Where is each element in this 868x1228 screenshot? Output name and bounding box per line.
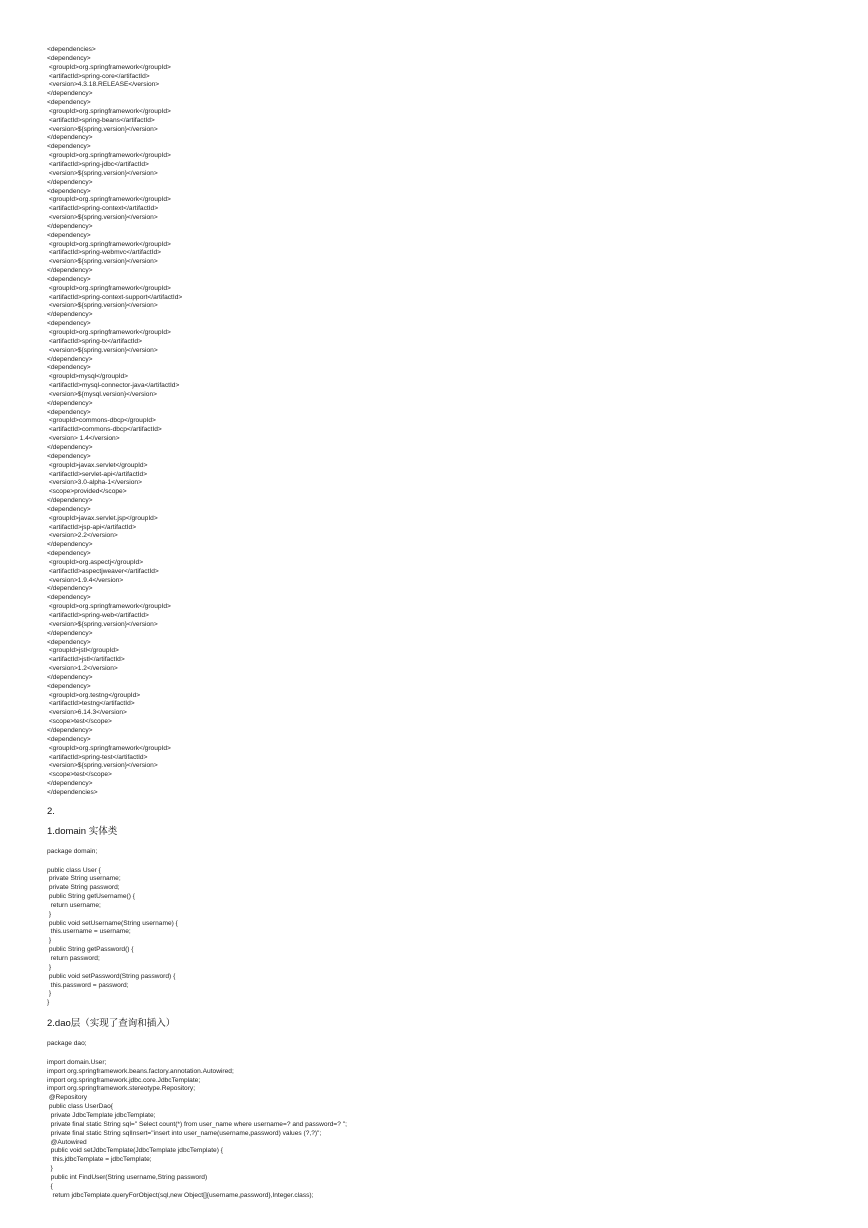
code-line: <groupId>commons-dbcp</groupId> bbox=[47, 417, 156, 425]
code-line: </dependency> bbox=[47, 90, 93, 98]
code-line: <artifactId>spring-web</artifactId> bbox=[47, 612, 149, 619]
code-line: <scope>test</scope> bbox=[47, 718, 112, 726]
code-line: <artifactId>mysql-connector-java</artifactId> bbox=[47, 382, 180, 390]
code-line: </dependency> bbox=[47, 355, 93, 363]
code-line: return username; bbox=[47, 901, 101, 909]
code-line: <dependency> bbox=[47, 231, 91, 239]
code-line: <version>2.2</version> bbox=[47, 532, 118, 540]
code-line: <artifactId>spring-test</artifactId> bbox=[47, 753, 148, 761]
pom-dependencies-code bbox=[47, 46, 827, 798]
code-line: </dependency> bbox=[47, 134, 93, 142]
code-line: </dependency> bbox=[47, 222, 93, 230]
dao-package-line: package dao; bbox=[47, 1040, 87, 1048]
code-line: </dependency> bbox=[47, 497, 93, 505]
section-number: 2. bbox=[47, 805, 55, 817]
code-line: public void setJdbcTemplate(JdbcTemplate jdbcTemplate) { bbox=[47, 1147, 223, 1155]
code-line: <version>${spring.version}</version> bbox=[47, 169, 158, 177]
code-line: } bbox=[47, 990, 52, 998]
code-line: <version>${spring.version}</version> bbox=[47, 346, 158, 354]
code-line: <groupId>org.springframework</groupId> bbox=[47, 284, 171, 292]
code-line: </dependency> bbox=[47, 443, 93, 451]
code-line: this.password = password; bbox=[47, 981, 129, 989]
code-line: <groupId>org.springframework</groupId> bbox=[47, 603, 171, 611]
code-line: <version>${spring.version}</version> bbox=[47, 302, 158, 310]
code-line: <dependency> bbox=[47, 54, 91, 62]
code-line: <version>${mysql.version}</version> bbox=[47, 390, 157, 398]
dao-heading: 2.dao层（实现了查询和插入） bbox=[47, 1018, 176, 1030]
code-line: private String username; bbox=[47, 875, 121, 883]
code-line: import org.springframework.jdbc.core.JdbcTemplate; bbox=[47, 1076, 201, 1084]
code-line: <dependency> bbox=[47, 452, 91, 460]
code-line: <version>${spring.version}</version> bbox=[47, 214, 158, 222]
code-line: } bbox=[47, 999, 50, 1007]
code-line: <artifactId>spring-beans</artifactId> bbox=[47, 116, 155, 124]
code-line: <groupId>org.springframework</groupId> bbox=[47, 329, 171, 336]
code-line: this.username = username; bbox=[47, 928, 131, 936]
code-line: <dependency> bbox=[47, 638, 91, 646]
code-line: <dependency> bbox=[47, 187, 91, 195]
code-line: <artifactId>jstl</artifactId> bbox=[47, 656, 125, 664]
code-line: return password; bbox=[47, 955, 100, 962]
code-line: <version>1.9.4</version> bbox=[47, 576, 124, 584]
code-line: <artifactId>spring-jdbc</artifactId> bbox=[47, 160, 149, 168]
code-line: <dependency> bbox=[47, 364, 91, 372]
code-line: <dependency> bbox=[47, 505, 91, 513]
code-line: private String password; bbox=[47, 884, 120, 892]
code-line: <artifactId>spring-context-support</artifactId> bbox=[47, 293, 183, 301]
code-line: public String getUsername() { bbox=[47, 893, 135, 901]
domain-heading: 1.domain 实体类 bbox=[47, 825, 118, 837]
code-line: <artifactId>testng</artifactId> bbox=[47, 700, 135, 708]
code-line: <dependency> bbox=[47, 408, 91, 416]
code-line: import org.springframework.beans.factory.annotation.Autowired; bbox=[47, 1067, 234, 1075]
code-line: <artifactId>spring-core</artifactId> bbox=[47, 72, 150, 80]
code-line: <dependency> bbox=[47, 275, 91, 283]
code-line: <version> 1.4</version> bbox=[47, 435, 120, 443]
document-page bbox=[47, 46, 827, 1200]
code-line: <artifactId>spring-tx</artifactId> bbox=[47, 337, 142, 345]
code-line: <groupId>org.springframework</groupId> bbox=[47, 744, 171, 752]
code-line: </dependency> bbox=[47, 311, 93, 319]
code-line: <artifactId>jsp-api</artifactId> bbox=[47, 523, 137, 531]
code-line: <version>3.0-alpha-1</version> bbox=[47, 479, 142, 487]
code-line: </dependencies> bbox=[47, 788, 98, 796]
code-line: <version>${spring.version}</version> bbox=[47, 620, 158, 628]
domain-class-code bbox=[47, 867, 827, 1009]
code-line: @Autowired bbox=[47, 1138, 87, 1146]
code-line: </dependency> bbox=[47, 585, 93, 593]
code-line: <groupId>jstl</groupId> bbox=[47, 647, 119, 655]
code-line: <groupId>mysql</groupId> bbox=[47, 373, 129, 381]
code-line: { bbox=[47, 1182, 53, 1190]
code-line: <version>${spring.version}</version> bbox=[47, 762, 158, 770]
code-line: } bbox=[47, 963, 52, 971]
code-line: <groupId>org.springframework</groupId> bbox=[47, 63, 171, 71]
code-line: private JdbcTemplate jdbcTemplate; bbox=[47, 1111, 156, 1119]
code-line: </dependency> bbox=[47, 673, 93, 681]
code-line: <scope>provided</scope> bbox=[47, 488, 127, 496]
code-line: <version>4.3.18.RELEASE</version> bbox=[47, 81, 160, 89]
code-line: <scope>test</scope> bbox=[47, 771, 112, 779]
code-line: <dependencies> bbox=[47, 46, 96, 53]
code-line: @Repository bbox=[47, 1094, 88, 1102]
code-line: <groupId>org.springframework</groupId> bbox=[47, 107, 171, 115]
code-line: <version>6.14.3</version> bbox=[47, 709, 127, 717]
code-line: <dependency> bbox=[47, 682, 91, 690]
code-line: <dependency> bbox=[47, 550, 91, 558]
code-line: </dependency> bbox=[47, 541, 93, 549]
code-line: <artifactId>spring-context</artifactId> bbox=[47, 205, 159, 213]
code-line: } bbox=[47, 1165, 53, 1173]
code-line: <version>1.2</version> bbox=[47, 665, 118, 673]
code-line: <groupId>org.aspectj</groupId> bbox=[47, 558, 144, 566]
dao-class-code bbox=[47, 1059, 827, 1201]
code-line: </dependency> bbox=[47, 267, 93, 275]
code-line: public class UserDao{ bbox=[47, 1103, 113, 1111]
code-line: public String getPassword() { bbox=[47, 946, 134, 954]
code-line: <groupId>org.testng</groupId> bbox=[47, 691, 141, 699]
code-line: <groupId>org.springframework</groupId> bbox=[47, 196, 171, 204]
code-line: private final static String sql=" Select count(*) from user_name where username=? and password=? "; bbox=[47, 1120, 347, 1128]
code-line: <version>${spring.version}</version> bbox=[47, 258, 158, 266]
code-line: import domain.User; bbox=[47, 1058, 107, 1066]
code-line: private final static String sqlInsert="insert into user_name(username,password) values (?,?)"; bbox=[47, 1129, 322, 1137]
code-line: <dependency> bbox=[47, 320, 91, 328]
code-line: <groupId>org.springframework</groupId> bbox=[47, 152, 171, 160]
code-line: </dependency> bbox=[47, 726, 93, 734]
code-line: <artifactId>commons-dbcp</artifactId> bbox=[47, 426, 162, 434]
code-line: public void setUsername(String username) { bbox=[47, 919, 178, 927]
code-line: <dependency> bbox=[47, 735, 91, 743]
code-line: this.jdbcTemplate = jdbcTemplate; bbox=[47, 1156, 152, 1164]
code-line: <dependency> bbox=[47, 99, 91, 107]
code-line: <groupId>org.springframework</groupId> bbox=[47, 240, 171, 248]
code-line: <artifactId>servlet-api</artifactId> bbox=[47, 470, 148, 478]
code-line: } bbox=[47, 937, 52, 945]
code-line: <version>${spring.version}</version> bbox=[47, 125, 158, 133]
code-line: public class User { bbox=[47, 866, 101, 874]
code-line: <dependency> bbox=[47, 594, 91, 602]
code-line: </dependency> bbox=[47, 629, 93, 637]
code-line: </dependency> bbox=[47, 399, 93, 407]
code-line: <dependency> bbox=[47, 143, 91, 151]
code-line: </dependency> bbox=[47, 178, 93, 186]
code-line: <artifactId>spring-webmvc</artifactId> bbox=[47, 249, 161, 257]
code-line: } bbox=[47, 910, 52, 918]
code-line: <artifactId>aspectjweaver</artifactId> bbox=[47, 567, 159, 575]
code-line: </dependency> bbox=[47, 780, 93, 788]
code-line: <groupId>javax.servlet.jsp</groupId> bbox=[47, 514, 158, 522]
domain-package-line: package domain; bbox=[47, 847, 98, 855]
code-line: public void setPassword(String password) { bbox=[47, 972, 176, 980]
code-line: <groupId>javax.servlet</groupId> bbox=[47, 461, 148, 469]
code-line: import org.springframework.stereotype.Repository; bbox=[47, 1085, 196, 1093]
code-line: public int FindUser(String username,String password) bbox=[47, 1173, 208, 1181]
code-line: return jdbcTemplate.queryForObject(sql,new Object[]{username,password},Integer.class); bbox=[47, 1191, 314, 1199]
